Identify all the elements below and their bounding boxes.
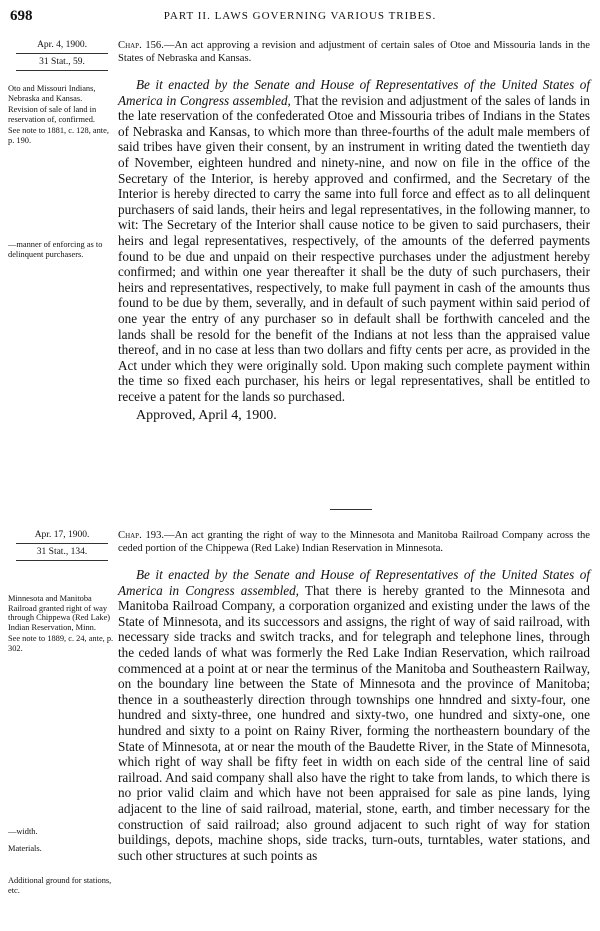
section1-body-text: That the revision and adjustment of the sales of lands in the late reservation of the confederated Otoe and Missouria tribes of Indians in the States of Nebraska and Kansas, to which more than three-fourths of the adult male members of said tribes have given their consent, by an instrument in writing dated the twentieth day of November, eighteen hundred and ninety-nine, and now on file in the office of the Secretary of the Interior, is hereby approved and confirmed, and the Secretary of the Interior is hereby directed to carry the same into full force and effect as to all delinquent purchasers of said lands, their heirs and legal representatives, in the following manner, to wit: The Secretary of the Interior shall cause notice to be given to said purchasers, their heirs and legal representatives, respectively, of the amounts of the deferred payments found to be due and unpaid on their respective purchases under the adjustment hereby confirmed; and within one year thereafter it shall be the duty of such purchasers, their heirs and representatives, respectively, to make full payment in cash of the amounts thus found to be due by them, severally, and in default of such payment within said period of one year the entry of any purchaser so in default shall be forthwith canceled and the lands shall be resold for the benefit of the Indians at not less than the appraised value thereof, and in no case at less than two dollars and fifty cents per acre, as provided in the Act under which they were originally sold. Upon making such complete payment within the time so fixed each purchaser, his heirs or legal representatives, shall be entitled to receive a patent for the lands so purchased.	[118, 92, 590, 404]
section2-chapter-title: —An act granting the right of way to the Minnesota and Manitoba Railroad Company across the ceded portion of the Chippewa (Red Lake) Indian Reservation in Minnesota.	[118, 530, 590, 554]
section1-margin-notes	[8, 84, 116, 148]
section2-chapter-label: Chap. 193.	[118, 530, 165, 541]
section2-margin-notes-3	[8, 844, 116, 856]
running-head: PART II. LAWS GOVERNING VARIOUS TRIBES.	[163, 10, 437, 22]
section1-chapter-heading	[118, 40, 590, 65]
section2-note-subject: Minnesota and Manitoba Railroad granted right of way through Chippewa (Red Lake) Indian Reservation, Minn.	[8, 594, 111, 632]
section1-margin-notes-2	[8, 240, 116, 261]
section2-margin-date	[8, 530, 116, 561]
section1-body	[118, 77, 590, 404]
section1-chapter-title: —An act approving a revision and adjustment of certain sales of Otoe and Missouria lands in the States of Nebraska and Kansas.	[118, 40, 591, 64]
section2-note-width: —width.	[8, 827, 38, 836]
section1-enacting-clause: Be it enacted by the Senate and House of Representatives of the United States of America in Congress assembled,	[118, 77, 590, 108]
section2-body	[118, 567, 590, 863]
section1-approval: Approved, April 4, 1900.	[136, 408, 277, 424]
section1-margin-date	[8, 40, 116, 71]
section1-stat-ref: 31 Stat., 59.	[16, 54, 108, 71]
section2-body-text: That there is hereby granted to the Minnesota and Manitoba Railroad Company, a corporation organized and existing under the laws of the State of Minnesota, and its successors and assigns, the right of way of said railroad, with necessary side tracks and switch tracks, and for telegraph and telephone lines, through the ceded lands of what was formerly the Red Lake Indian Reservation, which railroad commenced at a point at or near the terminus of the Manitoba and Southeastern Railway, on the boundary line between the State of Minnesota and the province of Manitoba; thence in a southeasterly direction through townships one hnndred and sixty-four, one hundred and sixty-three, one hundred and sixty-two, one hundred and sixty-one, one hundred and sixty to a point on Rainy River, forming the northeastern boundary of the State of Minnesota, at or near the mouth of the Baudette River, in the State of Minnesota, which right of way shall be fifty feet in width on each side of the central line of said railroad. And said company shall also have the right to take from lands, to which there is no prior valid claim and which have not been appraised for sale as pine lands, lying adjacent to the line of said railroad, material, stone, earth, and timber necessary for the construction of said railroad; also ground adjacent to such right of way for station buildings, depots, machine shops, side tracks, turn-outs, turntables, water stations, and such other structures at such points as	[118, 582, 590, 863]
section2-margin-notes-4	[8, 876, 116, 897]
section-divider	[330, 509, 372, 510]
section2-margin-notes-2	[8, 827, 116, 839]
section1-date: Apr. 4, 1900.	[16, 40, 108, 54]
section1-note-revision: Revision of sale of land in reservation of, confirmed.	[8, 105, 97, 124]
section1-note-enforcing: —manner of enforcing as to delinquent purchasers.	[8, 240, 103, 259]
section2-content	[118, 530, 590, 863]
section2-note-materials: Materials.	[8, 844, 42, 853]
section2-enacting-clause: Be it enacted by the Senate and House of Representatives of the United States of America in Congress assembled,	[118, 567, 590, 598]
section2-chapter-heading	[118, 530, 590, 555]
section2-note-stations: Additional ground for stations, etc.	[8, 876, 112, 895]
section2-margin-notes	[8, 594, 116, 656]
section2-note-reference: See note to 1889, c. 24, ante, p. 302.	[8, 634, 114, 653]
page-number: 698	[10, 8, 33, 24]
section2-date: Apr. 17, 1900.	[16, 530, 108, 544]
section1-note-reference: See note to 1881, c. 128, ante, p. 190.	[8, 126, 109, 145]
section1-chapter-label: Chap. 156.	[118, 40, 164, 51]
page-header	[10, 8, 590, 26]
section1-content	[118, 40, 590, 424]
section2-stat-ref: 31 Stat., 134.	[16, 544, 108, 561]
section1-note-subject: Oto and Missouri Indians, Nebraska and Kansas.	[8, 84, 96, 103]
